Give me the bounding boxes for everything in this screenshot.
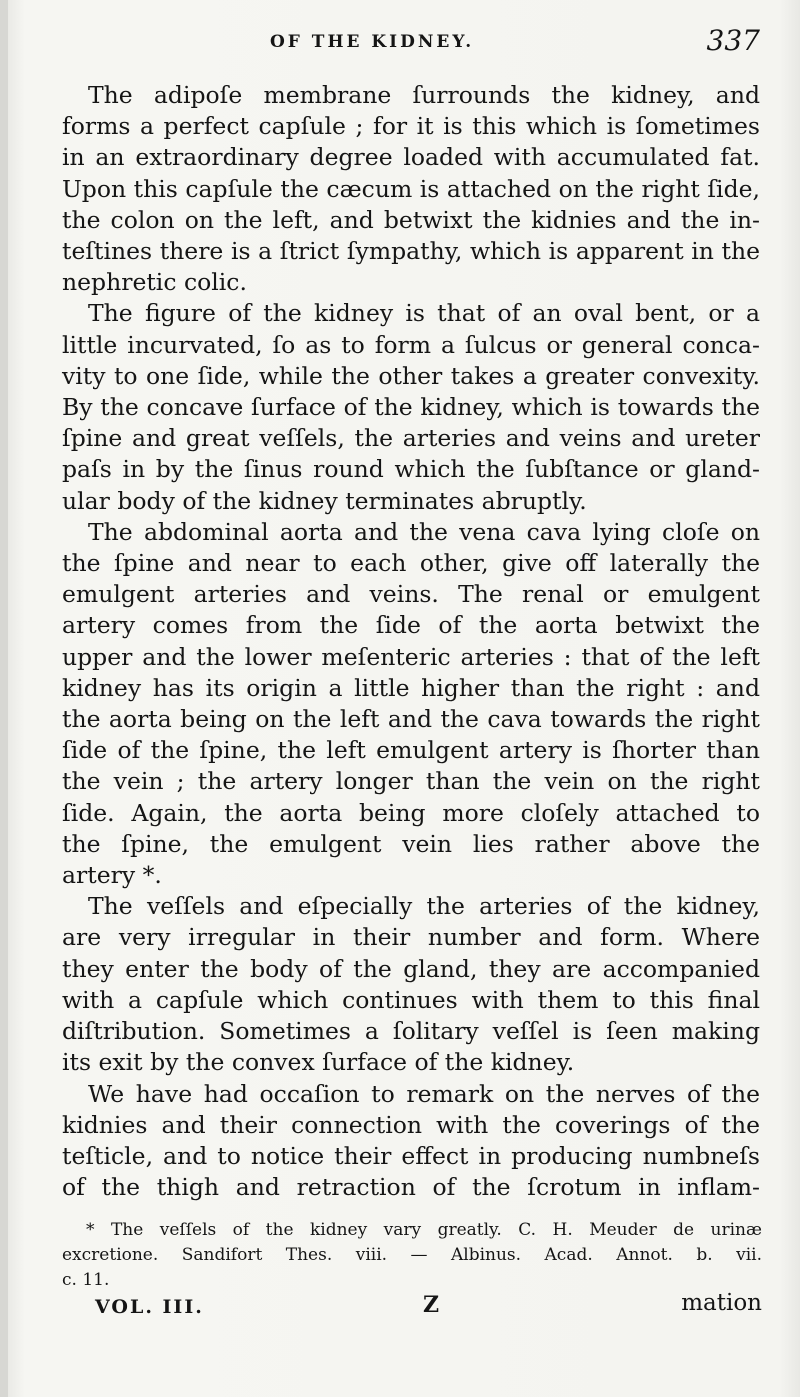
- footnote: [62, 1218, 762, 1293]
- text-line: ſide of the ſpine, the left emulgent artery is ſhorter than: [62, 736, 760, 765]
- text-line: upper and the lower meſenteric arteries : that of the left: [62, 642, 760, 671]
- text-line: ular body of the kidney terminates abruptly.: [62, 486, 587, 515]
- footnote-line: c. 11.: [62, 1270, 110, 1290]
- paragraph: [62, 517, 760, 891]
- text-line: The figure of the kidney is that of an oval bent, or a: [88, 299, 760, 328]
- text-line: kidney has its origin a little higher than the right : and: [62, 673, 760, 702]
- paragraph: [62, 1079, 760, 1204]
- text-line: are very irregular in their number and form. Where: [62, 923, 760, 952]
- text-line: teſticle, and to notice their effect in producing numbneſs: [62, 1141, 760, 1170]
- text-line: ſpine and great veſſels, the arteries and veins and ureter: [62, 424, 760, 453]
- text-line: The adipoſe membrane ſurrounds the kidney, and: [88, 81, 760, 109]
- running-head-title: OF THE KIDNEY.: [270, 32, 475, 52]
- text-line: with a capſule which continues with them to this final: [62, 985, 760, 1014]
- signature-mark: Z: [423, 1292, 440, 1318]
- catchword: mation: [681, 1290, 762, 1316]
- footnote-line: excretione. Sandifort Thes. viii. — Albinus. Acad. Annot. b. vii.: [62, 1245, 762, 1265]
- text-line: emulgent arteries and veins. The renal or emulgent: [62, 580, 760, 609]
- text-line: its exit by the convex ſurface of the kidney.: [62, 1048, 575, 1077]
- page-footer: [95, 1290, 762, 1324]
- paragraph: [62, 80, 760, 298]
- text-line: The veſſels and eſpecially the arteries of the kidney,: [88, 892, 760, 921]
- text-line: the ſpine and near to each other, give off laterally the: [62, 549, 760, 578]
- text-line: they enter the body of the gland, they are accompanied: [62, 954, 760, 983]
- text-line: By the concave ſurface of the kidney, which is towards the: [62, 393, 760, 422]
- page-number: 337: [706, 24, 760, 57]
- running-head: [60, 24, 760, 64]
- text-line: vity to one ſide, while the other takes a greater convexity.: [62, 361, 760, 390]
- text-line: Upon this capſule the cæcum is attached on the right ſide,: [62, 174, 760, 203]
- text-line: of the thigh and retraction of the ſcrotum in inflam-: [62, 1173, 760, 1202]
- text-line: We have had occaſion to remark on the nerves of the: [88, 1079, 760, 1108]
- text-line: ſide. Again, the aorta being more cloſely attached to: [62, 798, 760, 827]
- volume-signature: VOL. III.: [95, 1296, 204, 1318]
- text-line: forms a perfect capſule ; for it is this which is ſometimes: [62, 112, 760, 141]
- text-line: The abdominal aorta and the vena cava lying cloſe on: [88, 517, 760, 546]
- text-line: the ſpine, the emulgent vein lies rather above the: [62, 829, 760, 858]
- text-line: artery comes from the ſide of the aorta betwixt the: [62, 611, 760, 640]
- text-line: diſtribution. Sometimes a ſolitary veſſel is ſeen making: [62, 1017, 760, 1046]
- page-gutter-shadow: [0, 0, 8, 1397]
- paragraph: [62, 891, 760, 1078]
- text-line: kidnies and their connection with the coverings of the: [62, 1110, 760, 1139]
- footnote-line: * The veſſels of the kidney vary greatly. C. H. Meuder de urinæ: [86, 1220, 762, 1240]
- text-line: the vein ; the artery longer than the vein on the right: [62, 767, 760, 796]
- body-text: [62, 80, 760, 1203]
- text-line: the colon on the left, and betwixt the kidnies and the in-: [62, 205, 760, 234]
- text-line: artery *.: [62, 861, 162, 890]
- text-line: in an extraordinary degree loaded with accumulated fat.: [62, 143, 760, 172]
- text-line: the aorta being on the left and the cava towards the right: [62, 705, 760, 734]
- text-line: little incurvated, ſo as to form a ſulcus or general conca-: [62, 330, 760, 359]
- text-line: nephretic colic.: [62, 268, 247, 297]
- text-line: paſs in by the ſinus round which the ſubſtance or gland-: [62, 455, 760, 484]
- text-line: teſtines there is a ſtrict ſympathy, which is apparent in the: [62, 237, 760, 266]
- paragraph: [62, 298, 760, 516]
